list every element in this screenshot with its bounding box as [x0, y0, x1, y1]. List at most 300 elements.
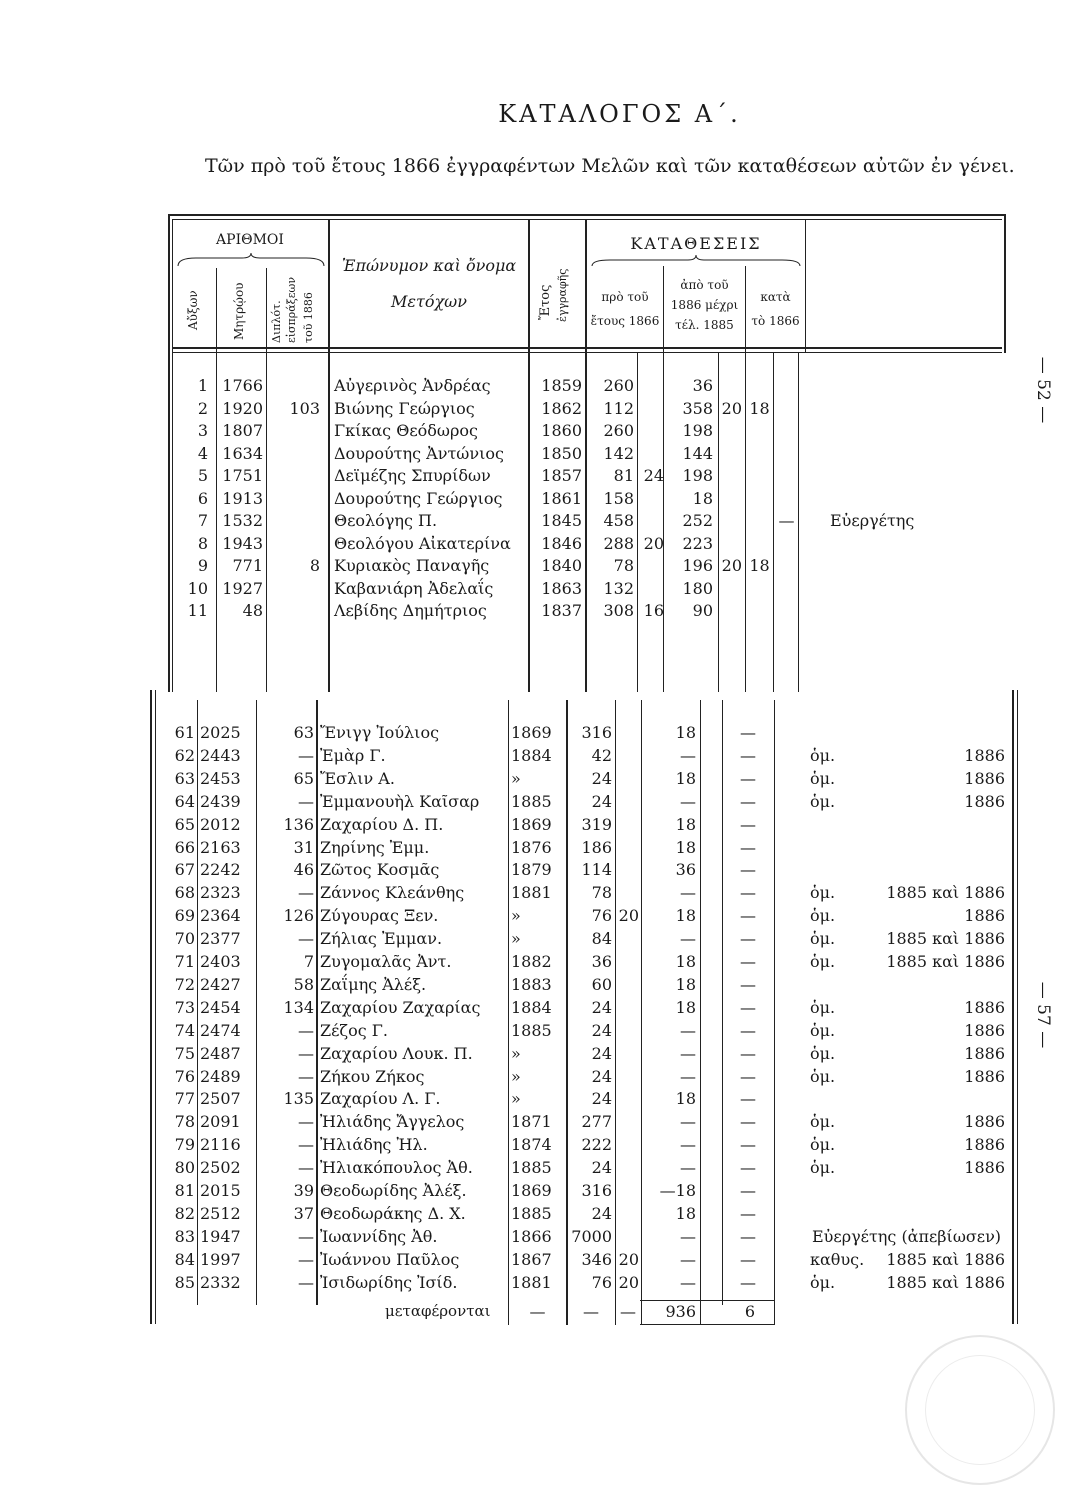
cell-y: 1857	[541, 466, 582, 485]
cell-m: 2487	[200, 1043, 241, 1063]
cell-c: 198	[682, 421, 713, 440]
cell-nl: ὁμ.	[810, 997, 836, 1017]
cell-nl: ὁμ.	[810, 745, 836, 765]
cell-c: —	[680, 1158, 696, 1178]
cell-nl: ὁμ.	[810, 1020, 836, 1040]
cell-n: 81	[174, 1181, 195, 1200]
cell-a: 308	[603, 601, 634, 620]
cell-c: 18	[675, 952, 696, 971]
cell-m: 2502	[200, 1158, 241, 1178]
cell-f: —	[740, 1272, 756, 1292]
footer-pre: —	[583, 1302, 599, 1321]
cell-d: —	[298, 1226, 314, 1246]
cell-y: 1885	[511, 1020, 552, 1040]
cell-name: Βιώνης Γεώργιος	[334, 398, 475, 418]
header-mitroou: Μητρῴου	[232, 282, 246, 340]
cell-y: 1850	[541, 443, 582, 463]
cell-name: Ἠλιάδης Ἄγγελος	[320, 1112, 465, 1132]
cell-a: 60	[591, 974, 612, 994]
cell-f: —	[740, 723, 756, 742]
cell-a: 316	[581, 1181, 612, 1200]
cell-n: 10	[187, 578, 208, 598]
header-etous-1866: ἔτους 1866	[590, 314, 660, 328]
cell-d: —	[298, 791, 314, 811]
cell-nl: ὁμ.	[810, 1272, 836, 1292]
cell-b: 20	[618, 906, 639, 926]
cell-c: 18	[675, 723, 696, 742]
footer-pre-sub: —	[620, 1302, 636, 1321]
cell-f: —	[740, 974, 756, 994]
cell-a: 7000	[571, 1226, 612, 1246]
cell-name: Ζάννος Κλεάνθης	[320, 883, 465, 903]
cell-e: 20	[721, 556, 742, 575]
cell-n: 63	[174, 768, 195, 788]
cell-n: 72	[174, 974, 195, 994]
cell-n: 80	[174, 1158, 195, 1178]
cell-m: 1947	[200, 1226, 241, 1246]
cell-d: —	[298, 1020, 314, 1040]
header-tou1886: τοῦ 1886	[302, 292, 315, 343]
cell-nl: ὁμ.	[810, 906, 836, 926]
cell-f: —	[740, 1158, 756, 1178]
cell-a: 222	[581, 1135, 612, 1155]
cell-n: 74	[174, 1020, 195, 1040]
cell-a: 316	[581, 723, 612, 742]
cell-n: 83	[174, 1226, 195, 1246]
cell-n: 68	[174, 883, 195, 903]
cell-name: Ἔσλιν Α.	[320, 768, 395, 788]
table-row	[0, 927, 1079, 950]
cell-n: 6	[197, 488, 208, 508]
cell-a: 346	[581, 1249, 612, 1269]
cell-nr: 1886	[964, 906, 1005, 926]
cell-nl: Εὐεργέτης (ἀπεβίωσεν)	[812, 1226, 1002, 1246]
table-row	[0, 599, 1079, 622]
cell-name: Ἰωαννίδης Ἀθ.	[320, 1226, 438, 1246]
cell-d: 65	[293, 768, 314, 788]
cell-m: 1807	[222, 421, 263, 440]
cell-m: 2332	[200, 1272, 241, 1292]
cell-m: 771	[232, 556, 263, 575]
footer-year: —	[529, 1302, 546, 1321]
cell-a: 114	[581, 860, 612, 880]
table-row	[0, 881, 1079, 904]
cell-a: 24	[591, 768, 612, 788]
table-footer-row	[0, 1300, 1079, 1323]
cell-f: —	[740, 952, 756, 971]
cell-f: —	[740, 1112, 756, 1132]
cell-e: 20	[721, 398, 742, 418]
cell-nr: 1885 καὶ 1886	[886, 952, 1005, 971]
cell-f: —	[740, 791, 756, 811]
cell-c: 18	[675, 997, 696, 1017]
cell-n: 66	[174, 837, 195, 857]
cell-f: —	[740, 837, 756, 857]
cell-f: —	[778, 511, 795, 530]
page-number-bottom: — 57 —	[1033, 981, 1054, 1049]
cell-y: »	[511, 1066, 521, 1086]
table-row	[0, 1110, 1079, 1133]
cell-d: 46	[293, 860, 314, 880]
cell-f: —	[740, 1089, 756, 1109]
cell-c: 144	[682, 443, 713, 463]
header-etos: Ἔτος	[538, 284, 553, 320]
cell-name: Θεολόγης Π.	[334, 511, 438, 530]
cell-nl: ὁμ.	[810, 929, 836, 949]
cell-c: —	[680, 1112, 696, 1132]
cell-m: 2012	[200, 814, 241, 834]
cell-name: Λεβίδης Δημήτριος	[334, 601, 487, 620]
cell-n: 64	[174, 791, 195, 811]
cell-name: Κυριακὸς Παναγῆς	[334, 556, 490, 575]
cell-y: 1860	[541, 421, 582, 440]
cell-y: 1846	[541, 533, 582, 553]
cell-b: 24	[643, 466, 664, 485]
header-kata: κατὰ	[760, 290, 791, 304]
cell-nr: 1886	[964, 1112, 1005, 1132]
header-brace-2	[590, 254, 802, 268]
cell-c: —	[680, 1249, 696, 1269]
table-row	[0, 813, 1079, 836]
cell-c: —	[680, 1135, 696, 1155]
table-row	[0, 509, 1079, 532]
cell-m: 2439	[200, 791, 241, 811]
page-title: ΚΑΤΑΛΟΓΟΣ Α΄.	[498, 100, 741, 128]
table-row	[0, 1156, 1079, 1179]
cell-m: 2507	[200, 1089, 241, 1109]
cell-f: —	[740, 997, 756, 1017]
cell-y: 1869	[511, 723, 552, 742]
cell-a: 24	[591, 1066, 612, 1086]
cell-d: —	[298, 1272, 314, 1292]
cell-f: —	[740, 1020, 756, 1040]
cell-a: 319	[581, 814, 612, 834]
table-row	[0, 950, 1079, 973]
cell-c: 18	[692, 488, 713, 508]
cell-m: 2403	[200, 952, 241, 971]
cell-n: 3	[197, 421, 208, 440]
cell-m: 1920	[222, 398, 263, 418]
footer-in: 6	[744, 1302, 756, 1321]
cell-name: Ἠλιάδης Ἠλ.	[320, 1135, 428, 1155]
cell-a: 24	[591, 1043, 612, 1063]
table-row	[0, 1179, 1079, 1202]
cell-n: 78	[174, 1112, 195, 1132]
table-row	[0, 767, 1079, 790]
cell-f: —	[740, 906, 756, 926]
table-row	[0, 577, 1079, 600]
cell-c: 18	[675, 837, 696, 857]
cell-y: 1884	[511, 997, 552, 1017]
cell-c: —	[680, 1272, 696, 1292]
cell-y: 1882	[511, 952, 552, 971]
cell-y: 1861	[541, 488, 582, 508]
cell-c: —	[680, 1066, 696, 1086]
cell-d: —	[298, 1135, 314, 1155]
cell-y: 1837	[541, 601, 582, 620]
cell-n: 1	[197, 376, 208, 395]
table-row	[0, 744, 1079, 767]
cell-nl: ὁμ.	[810, 1158, 836, 1178]
header-engrafis: ἐγγραφῆς	[556, 268, 569, 322]
header-eispraxeon: εἰσπράξεων	[285, 276, 298, 343]
cell-n: 8	[197, 533, 208, 553]
cell-d: —	[298, 1249, 314, 1269]
cell-c: —18	[659, 1181, 696, 1200]
table-row	[0, 1087, 1079, 1110]
cell-m: 2091	[200, 1112, 241, 1132]
cell-name: Ἰωάννου Παῦλος	[320, 1249, 460, 1269]
cell-name: Θεοδωρίδης Ἀλέξ.	[320, 1181, 467, 1200]
cell-n: 84	[174, 1249, 195, 1269]
cell-c: —	[680, 791, 696, 811]
cell-a: 458	[603, 511, 634, 530]
header-arithmoi: ΑΡΙΘΜΟΙ	[216, 232, 284, 248]
cell-c: 36	[692, 376, 713, 395]
cell-nr: 1886	[964, 745, 1005, 765]
cell-a: 132	[603, 578, 634, 598]
cell-name: Ἐμμανουὴλ Καῖσαρ	[320, 791, 480, 811]
cell-nr: 1885 καὶ 1886	[886, 1249, 1005, 1269]
cell-a: 186	[581, 837, 612, 857]
table-row	[0, 1042, 1079, 1065]
cell-m: 2474	[200, 1020, 241, 1040]
cell-c: —	[680, 1043, 696, 1063]
cell-a: 78	[591, 883, 612, 903]
cell-y: 1879	[511, 860, 552, 880]
cell-f: —	[740, 1043, 756, 1063]
cell-m: 1927	[222, 578, 263, 598]
cell-f: 18	[749, 556, 770, 575]
cell-y: 1885	[511, 1203, 552, 1223]
cell-d: —	[298, 883, 314, 903]
cell-nr: 1886	[964, 1135, 1005, 1155]
cell-c: 18	[675, 768, 696, 788]
cell-y: 1859	[541, 376, 582, 395]
cell-n: 67	[174, 860, 195, 880]
cell-a: 277	[581, 1112, 612, 1132]
cell-d: 135	[283, 1089, 314, 1109]
table-row	[0, 442, 1079, 465]
table-row	[0, 721, 1079, 744]
cell-y: 1845	[541, 511, 582, 530]
cell-b: 20	[618, 1249, 639, 1269]
table-row	[0, 836, 1079, 859]
cell-d: 31	[293, 837, 314, 857]
cell-d: 7	[303, 952, 314, 971]
cell-name: Δουρούτης Ἀντώνιος	[334, 443, 504, 463]
cell-c: 36	[675, 860, 696, 880]
cell-name: Ζαΐμης Ἀλέξ.	[320, 974, 427, 994]
cell-m: 2364	[200, 906, 241, 926]
cell-m: 2453	[200, 768, 241, 788]
cell-n: 75	[174, 1043, 195, 1063]
cell-d: 103	[289, 398, 320, 418]
cell-n: 70	[174, 929, 195, 949]
page-number-top: — 52 —	[1033, 356, 1054, 424]
cell-nr: 1885 καὶ 1886	[886, 929, 1005, 949]
cell-a: 24	[591, 791, 612, 811]
cell-c: 358	[682, 398, 713, 418]
cell-name: Θεολόγου Αἰκατερίνα	[334, 533, 511, 553]
cell-m: 2323	[200, 883, 241, 903]
header-diplot: Διπλότ.	[270, 300, 283, 343]
cell-a: 78	[613, 556, 634, 575]
cell-note: Εὐεργέτης	[830, 511, 915, 530]
cell-c: 180	[682, 578, 713, 598]
cell-n: 9	[197, 556, 208, 575]
cell-d: —	[298, 929, 314, 949]
cell-nl: καθυς.	[810, 1249, 865, 1269]
cell-c: —	[680, 1020, 696, 1040]
cell-nl: ὁμ.	[810, 952, 836, 971]
cell-y: 1876	[511, 837, 552, 857]
cell-c: 198	[682, 466, 713, 485]
cell-d: 126	[283, 906, 314, 926]
cell-m: 1532	[222, 511, 263, 530]
cell-a: 81	[613, 466, 634, 485]
cell-n: 5	[197, 466, 208, 485]
cell-name: Ζήκου Ζήκος	[320, 1066, 425, 1086]
cell-nl: ὁμ.	[810, 1066, 836, 1086]
cell-a: 36	[591, 952, 612, 971]
header-metochon: Μετόχων	[391, 292, 467, 311]
cell-name: Ἔνιγγ Ἰούλιος	[320, 723, 440, 742]
cell-nr: 1886	[964, 1066, 1005, 1086]
cell-name: Δουρούτης Γεώργιος	[334, 488, 503, 508]
cell-m: 1634	[222, 443, 263, 463]
cell-d: 134	[283, 997, 314, 1017]
cell-name: Ζηρίνης Ἐμμ.	[320, 837, 430, 857]
cell-d: —	[298, 1066, 314, 1086]
cell-a: 288	[603, 533, 634, 553]
cell-name: Καβανιάρη Ἀδελαΐς	[334, 578, 494, 598]
header-to-1866: τὸ 1866	[751, 314, 800, 328]
cell-y: »	[511, 768, 521, 788]
cell-d: 37	[293, 1203, 314, 1223]
cell-n: 62	[174, 745, 195, 765]
cell-y: 1881	[511, 1272, 552, 1292]
cell-c: —	[680, 883, 696, 903]
cell-y: 1840	[541, 556, 582, 575]
cell-c: 18	[675, 814, 696, 834]
cell-nr: 1885 καὶ 1886	[886, 883, 1005, 903]
cell-f: —	[740, 860, 756, 880]
cell-m: 2489	[200, 1066, 241, 1086]
cell-c: —	[680, 745, 696, 765]
cell-f: —	[740, 768, 756, 788]
header-brace	[176, 252, 326, 268]
cell-c: 18	[675, 906, 696, 926]
table-row	[0, 397, 1079, 420]
cell-y: »	[511, 929, 521, 949]
cell-d: 39	[293, 1181, 314, 1200]
cell-nr: 1886	[964, 1158, 1005, 1178]
cell-a: 24	[591, 1158, 612, 1178]
cell-b: 20	[643, 533, 664, 553]
cell-nr: 1885 καὶ 1886	[886, 1272, 1005, 1292]
cell-c: 252	[682, 511, 713, 530]
cell-a: 260	[603, 376, 634, 395]
cell-f: 18	[749, 398, 770, 418]
cell-y: 1867	[511, 1249, 552, 1269]
cell-f: —	[740, 883, 756, 903]
cell-m: 2116	[200, 1135, 241, 1155]
cell-f: —	[740, 1181, 756, 1200]
cell-name: Ἰσιδωρίδης Ἰσίδ.	[320, 1272, 458, 1292]
cell-c: 223	[682, 533, 713, 553]
cell-name: Αὐγερινὸς Ἀνδρέας	[334, 376, 491, 395]
cell-name: Ζαχαρίου Λουκ. Π.	[320, 1043, 473, 1063]
cell-m: 2163	[200, 837, 241, 857]
cell-m: 1943	[222, 533, 263, 553]
cell-a: 24	[591, 1020, 612, 1040]
cell-name: Ἠλιακόπουλος Ἀθ.	[320, 1158, 473, 1178]
table-row	[0, 996, 1079, 1019]
table-row	[0, 487, 1079, 510]
cell-name: Ζαχαρίου Ζαχαρίας	[320, 997, 481, 1017]
page-subtitle: Τῶν πρὸ τοῦ ἔτους 1866 ἐγγραφέντων Μελῶν καὶ τῶν καταθέσεων αὐτῶν ἐν γένει.	[205, 155, 1015, 177]
cell-y: 1869	[511, 1181, 552, 1200]
cell-d: 136	[283, 814, 314, 834]
cell-n: 11	[187, 601, 208, 620]
cell-nl: ὁμ.	[810, 1112, 836, 1132]
header-auxon: Αὔξων	[186, 290, 200, 330]
table-row	[0, 790, 1079, 813]
cell-y: 1874	[511, 1135, 552, 1155]
cell-c: 18	[675, 1089, 696, 1109]
cell-name: Γκίκας Θεόδωρος	[334, 421, 478, 440]
table-row	[0, 419, 1079, 442]
cell-y: »	[511, 906, 521, 926]
cell-y: »	[511, 1043, 521, 1063]
cell-c: 196	[682, 556, 713, 575]
cell-c: 18	[675, 974, 696, 994]
cell-m: 1766	[222, 376, 263, 395]
cell-y: 1862	[541, 398, 582, 418]
cell-y: 1869	[511, 814, 552, 834]
cell-m: 48	[242, 601, 263, 620]
cell-a: 76	[591, 1272, 612, 1292]
cell-c: 18	[675, 1203, 696, 1223]
cell-n: 82	[174, 1203, 195, 1223]
table-row	[0, 554, 1079, 577]
cell-name: Ζύγουρας Ξεν.	[320, 906, 439, 926]
cell-name: Ζήλιας Ἐμμαν.	[320, 929, 443, 949]
cell-f: —	[740, 1135, 756, 1155]
cell-name: Ζαχαρίου Δ. Π.	[320, 814, 444, 834]
cell-name: Θεοδωράκης Δ. Χ.	[320, 1203, 466, 1223]
cell-m: 2377	[200, 929, 241, 949]
cell-d: 63	[293, 723, 314, 742]
cell-m: 1751	[222, 466, 263, 485]
cell-name: Ζαχαρίου Λ. Γ.	[320, 1089, 441, 1109]
cell-nl: ὁμ.	[810, 883, 836, 903]
cell-name: Ζυγομαλᾶς Ἀντ.	[320, 952, 452, 971]
table-row	[0, 532, 1079, 555]
cell-nl: ὁμ.	[810, 768, 836, 788]
cell-y: 1885	[511, 1158, 552, 1178]
table-row	[0, 1133, 1079, 1156]
cell-y: »	[511, 1089, 521, 1109]
footer-between: 936	[665, 1302, 696, 1321]
cell-m: 2015	[200, 1181, 241, 1200]
cell-d: 58	[293, 974, 314, 994]
cell-nl: ὁμ.	[810, 791, 836, 811]
cell-nr: 1886	[964, 997, 1005, 1017]
cell-m: 2242	[200, 860, 241, 880]
cell-y: 1863	[541, 578, 582, 598]
